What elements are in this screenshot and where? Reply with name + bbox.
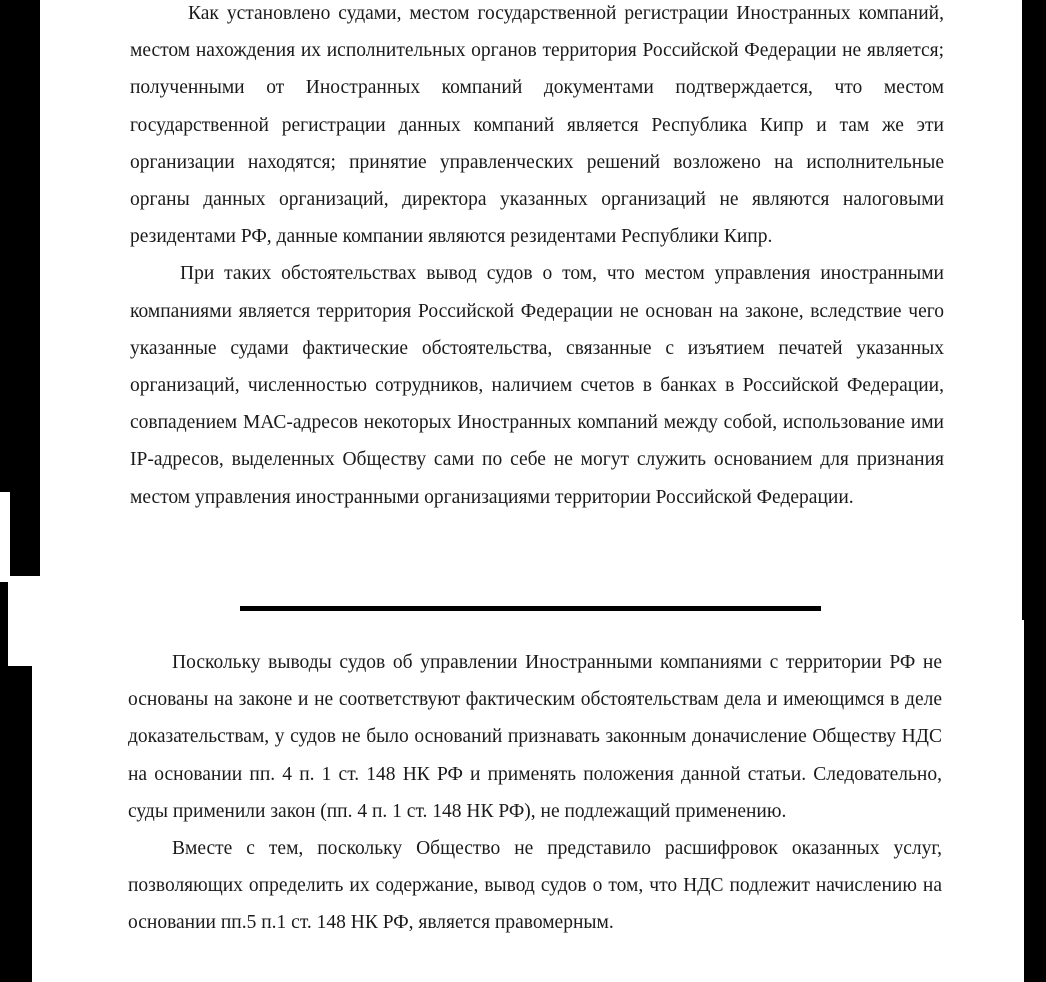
separator-line bbox=[240, 606, 821, 611]
text-block-bottom bbox=[128, 644, 942, 942]
paragraph-foreign-companies-registration: Как установлено судами, местом государственной регистрации Иностранных компаний, местом нахождения их исполнительных органов территория Российской Федерации не является; полученными от Иностранных компаний документами подтверждается, что местом государственной регистрации данных компаний является Республика Кипр и там же эти организации находятся; принятие управленческих решений возложено на исполнительные органы данных организаций, директора указанных организаций не являются налоговыми резидентами РФ, данные компании являются резидентами Республики Кипр. bbox=[130, 3, 944, 248]
page-edge-fragment bbox=[0, 492, 10, 582]
text-block-top bbox=[130, 0, 944, 516]
paragraph-vat-assessment: Поскольку выводы судов об управлении Иностранными компаниями с территории РФ не основаны на законе и не соответствуют фактическим обстоятельствам дела и имеющимся в деле доказательствам, у судов не было оснований признавать законным доначисление Обществу НДС на основании пп. 4 п. 1 ст. 148 НК РФ и применять положения данной статьи. Следовательно, суды применили закон (пп. 4 п. 1 ст. 148 НК РФ), не подлежащий применению. bbox=[128, 652, 942, 822]
paragraph-vat-lawful: Вместе с тем, поскольку Общество не представило расшифровок оказанных услуг, позволяющих определить их содержание, вывод судов о том, что НДС подлежит начислению на основании пп.5 п.1 ст. 148 НК РФ, является правомерным. bbox=[128, 838, 942, 934]
paragraph-court-conclusion: При таких обстоятельствах вывод судов о том, что местом управления иностранными компаниями является территория Российской Федерации не основан на законе, вследствие чего указанные судами фактические обстоятельства, связанные с изъятием печатей указанных организаций, численностью сотрудников, наличием счетов в банках в Российской Федерации, совпадением МАС-адресов некоторых Иностранных компаний между собой, использование ими IP-адресов, выделенных Обществу сами по себе не могут служить основанием для признания местом управления иностранными организациями территории Российской Федерации. bbox=[130, 263, 944, 508]
